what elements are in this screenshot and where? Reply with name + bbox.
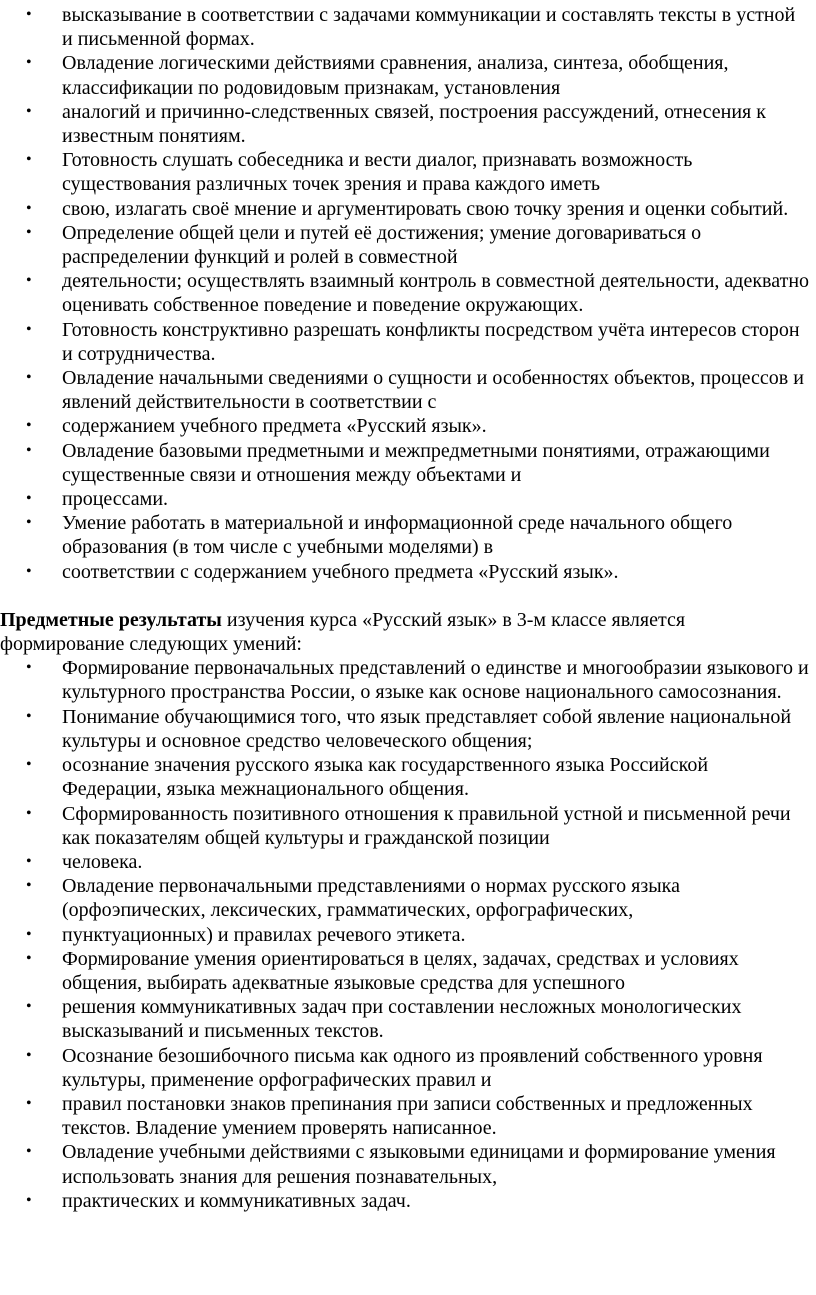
list-item bbox=[0, 874, 816, 922]
subject-results-paragraph bbox=[0, 608, 816, 656]
list-item bbox=[0, 414, 816, 438]
list-item-text: Овладение логическими действиями сравнения, анализа, синтеза, обобщения, классификации по родовидовым признакам, установления bbox=[62, 52, 729, 99]
list-item bbox=[0, 802, 816, 850]
list-item bbox=[0, 1140, 816, 1188]
list-item-text: аналогий и причинно-следственных связей, построения рассуждений, отнесения к известным понятиям. bbox=[62, 100, 766, 148]
bullet-icon: • bbox=[26, 1046, 32, 1064]
bullet-icon: • bbox=[26, 925, 32, 943]
bullet-icon: • bbox=[26, 877, 32, 895]
list-item-text: содержанием учебного предмета «Русский язык». bbox=[62, 415, 487, 438]
list-item-text: решения коммуникативных задач при составлении несложных монологических высказываний и письменных текстов. bbox=[62, 996, 742, 1043]
list-item bbox=[0, 1189, 816, 1213]
list-item-text: правил постановки знаков препинания при записи собственных и предложенных текстов. Владение умением проверять написанное. bbox=[62, 1092, 753, 1140]
bullet-icon: • bbox=[26, 514, 32, 532]
bullet-icon: • bbox=[26, 659, 32, 677]
list-item bbox=[0, 197, 816, 221]
list-item-text: пунктуационных) и правилах речевого этикета. bbox=[62, 923, 466, 946]
list-item bbox=[0, 318, 816, 366]
bullet-icon: • bbox=[26, 272, 32, 290]
bullet-icon: • bbox=[26, 756, 32, 774]
bullet-icon: • bbox=[26, 949, 32, 967]
bullet-icon: • bbox=[26, 852, 32, 870]
list-item bbox=[0, 560, 816, 584]
list-item-text: высказывание в соответствии с задачами коммуникации и составлять тексты в устной и письменной формах. bbox=[62, 4, 796, 51]
list-item bbox=[0, 221, 816, 269]
bullet-icon: • bbox=[26, 223, 32, 241]
bullet-icon: • bbox=[26, 804, 32, 822]
list-item bbox=[0, 366, 816, 414]
list-item-text: Формирование умения ориентироваться в целях, задачах, средствах и условиях общения, выбирать адекватные языковые средства для успешного bbox=[62, 947, 739, 994]
list-item bbox=[0, 511, 816, 559]
list-item-text: практических и коммуникативных задач. bbox=[62, 1189, 411, 1212]
list-item-text: Осознание безошибочного письма как одного из проявлений собственного уровня культуры, применение орфографических правил и bbox=[62, 1044, 763, 1091]
list-item bbox=[0, 3, 816, 51]
list-item-text: соответствии с содержанием учебного предмета «Русский язык». bbox=[62, 560, 619, 583]
bullet-icon: • bbox=[26, 1143, 32, 1161]
list-item bbox=[0, 269, 816, 317]
metasubject-results-list bbox=[0, 0, 816, 584]
list-item bbox=[0, 51, 816, 99]
list-item-text: Овладение учебными действиями с языковыми единицами и формирование умения использовать знания для решения познавательных, bbox=[62, 1141, 776, 1188]
list-item-text: Определение общей цели и путей её достижения; умение договариваться о распределении функций и ролей в совместной bbox=[62, 221, 702, 269]
bullet-icon: • bbox=[26, 490, 32, 508]
list-item bbox=[0, 439, 816, 487]
subject-results-heading: Предметные результаты bbox=[0, 608, 222, 631]
bullet-icon: • bbox=[26, 417, 32, 435]
list-item bbox=[0, 850, 816, 874]
list-item-text: Овладение первоначальными представлениями о нормах русского языка (орфоэпических, лексических, грамматических, орфографических, bbox=[62, 875, 680, 922]
bullet-icon: • bbox=[26, 151, 32, 169]
bullet-icon: • bbox=[26, 562, 32, 580]
bullet-icon: • bbox=[26, 6, 32, 23]
list-item-text: деятельности; осуществлять взаимный контроль в совместной деятельности, адекватно оценивать собственное поведение и поведение окружающих. bbox=[62, 270, 810, 317]
bullet-icon: • bbox=[26, 102, 32, 120]
list-item-text: человека. bbox=[62, 850, 143, 873]
list-item bbox=[0, 995, 816, 1043]
list-item bbox=[0, 705, 816, 753]
list-item-text: свою, излагать своё мнение и аргументировать свою точку зрения и оценки событий. bbox=[62, 197, 789, 220]
bullet-icon: • bbox=[26, 199, 32, 217]
list-item-text: Готовность слушать собеседника и вести диалог, признавать возможность существования различных точек зрения и права каждого иметь bbox=[62, 149, 693, 196]
list-item bbox=[0, 923, 816, 947]
bullet-icon: • bbox=[26, 369, 32, 387]
bullet-icon: • bbox=[26, 54, 32, 72]
list-item bbox=[0, 1092, 816, 1140]
list-item bbox=[0, 1044, 816, 1092]
bullet-icon: • bbox=[26, 441, 32, 459]
bullet-icon: • bbox=[26, 707, 32, 725]
list-item bbox=[0, 487, 816, 511]
list-item bbox=[0, 100, 816, 148]
list-item bbox=[0, 656, 816, 704]
list-item-text: Формирование первоначальных представлений о единстве и многообразии языкового и культурного пространства России, о языке как основе национального самосознания. bbox=[62, 657, 809, 704]
bullet-icon: • bbox=[26, 320, 32, 338]
list-item-text: Овладение базовыми предметными и межпредметными понятиями, отражающими существенные связи и отношения между объектами и bbox=[62, 439, 770, 486]
subject-results-intro: изучения курса «Русский язык» в 3-м классе является формирование следующих умений: bbox=[0, 608, 686, 656]
list-item-text: осознание значения русского языка как государственного языка Российской Федерации, языка межнационального общения. bbox=[62, 754, 709, 801]
bullet-icon: • bbox=[26, 1191, 32, 1209]
subject-results-list bbox=[0, 656, 816, 1213]
list-item bbox=[0, 148, 816, 196]
bullet-icon: • bbox=[26, 1094, 32, 1112]
bullet-icon: • bbox=[26, 998, 32, 1016]
list-item-text: Понимание обучающимися того, что язык представляет собой явление национальной культуры и основное средство человеческого общения; bbox=[62, 705, 792, 752]
list-item-text: процессами. bbox=[62, 488, 169, 511]
list-item-text: Овладение начальными сведениями о сущности и особенностях объектов, процессов и явлений действительности в соответствии с bbox=[62, 367, 804, 414]
list-item-text: Готовность конструктивно разрешать конфликты посредством учёта интересов сторон и сотрудничества. bbox=[62, 318, 800, 365]
list-item bbox=[0, 947, 816, 995]
list-item-text: Умение работать в материальной и информационной среде начального общего образования (в том числе с учебными моделями) в bbox=[62, 512, 733, 559]
list-item-text: Сформированность позитивного отношения к правильной устной и письменной речи как показателям общей культуры и гражданской позиции bbox=[62, 802, 791, 849]
list-item bbox=[0, 753, 816, 801]
